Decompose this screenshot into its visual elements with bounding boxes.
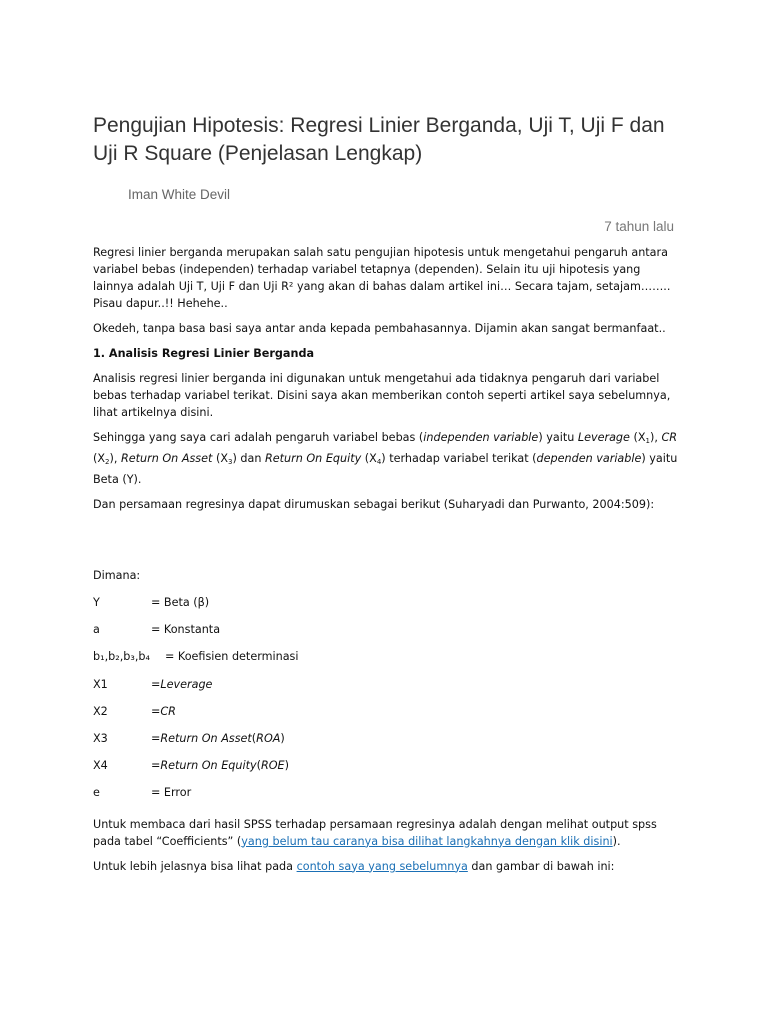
paragraph-variables: Sehingga yang saya cari adalah pengaruh variabel bebas (independen variable) yaitu Leverage $(X_1)$, CR $(X_2)$, Return On Asset $(X_3)$ dan Return On Equity $(X_4)$ terhadap variabel terikat (dependen variable) yaitu Beta (Y). <box>93 431 678 486</box>
paragraph-analysis: Analisis regresi linier berganda ini digunakan untuk mengetahui ada tidaknya pengaruh dari variabel bebas terhadap variabel terikat. Disini saya akan memberikan contoh seperti artikel saya sebelumnya, lihat artikelnya disini. <box>93 372 671 419</box>
post-date: 7 tahun lalu <box>604 219 674 234</box>
link-tutorial[interactable]: yang belum tau caranya bisa dilihat langkahnya dengan klik disini <box>241 834 613 848</box>
var-row-y: Y = Beta (β) <box>93 596 210 609</box>
paragraph-spss: Untuk membaca dari hasil SPSS terhadap persamaan regresinya adalah dengan melihat output spss pada tabel “Coefficients” (yang belum tau caranya bisa dilihat langkahnya dengan klik disini). <box>93 817 657 848</box>
paragraph-intro: Regresi linier berganda merupakan salah satu pengujian hipotesis untuk mengetahui pengaruh antara variabel bebas (independen) terhadap variabel tetapnya (dependen). Selain itu uji hipotesis yang lainnya adalah Uji T, Uji F dan Uji R² yang akan di bahas dalam artikel ini… Secara tajam, setajam…….. Pisau dapur..!! Hehehe.. <box>93 246 671 310</box>
author-name[interactable]: Iman White Devil <box>128 187 231 202</box>
link-previous-example[interactable]: contoh saya yang sebelumnya <box>296 859 468 873</box>
section-heading: 1. Analisis Regresi Linier Berganda <box>93 347 314 360</box>
equation-image-placeholder <box>93 521 683 567</box>
variable-definitions <box>93 594 683 812</box>
var-row-a: a = Konstanta <box>93 623 221 637</box>
var-row-b: b₁,b₂,b₃,b₄ = Koefisien determinasi <box>93 650 299 664</box>
var-row-x4: X4 = Return On Equity ( ROE ) <box>93 759 289 773</box>
dimana-label: Dimana: <box>93 569 141 582</box>
article-title: Pengujian Hipotesis: Regresi Linier Berganda, Uji T, Uji F dan Uji R Square (Penjelasan Lengkap) <box>93 114 665 165</box>
var-row-x3: X3 = Return On Asset ( ROA ) <box>93 731 285 745</box>
paragraph-equation-intro: Dan persamaan regresinya dapat dirumuskan sebagai berikut (Suharyadi dan Purwanto, 2004:509): <box>93 498 655 511</box>
var-row-e: e = Error <box>93 786 192 800</box>
var-row-x2: X2 = CR <box>93 704 176 718</box>
article-body <box>93 244 683 883</box>
var-row-x1: X1 = Leverage <box>93 677 213 691</box>
paragraph-okedeh: Okedeh, tanpa basa basi saya antar anda kepada pembahasannya. Dijamin akan sangat bermanfaat.. <box>93 322 666 335</box>
paragraph-example: Untuk lebih jelasnya bisa lihat pada contoh saya yang sebelumnya dan gambar di bawah ini: <box>93 859 615 873</box>
